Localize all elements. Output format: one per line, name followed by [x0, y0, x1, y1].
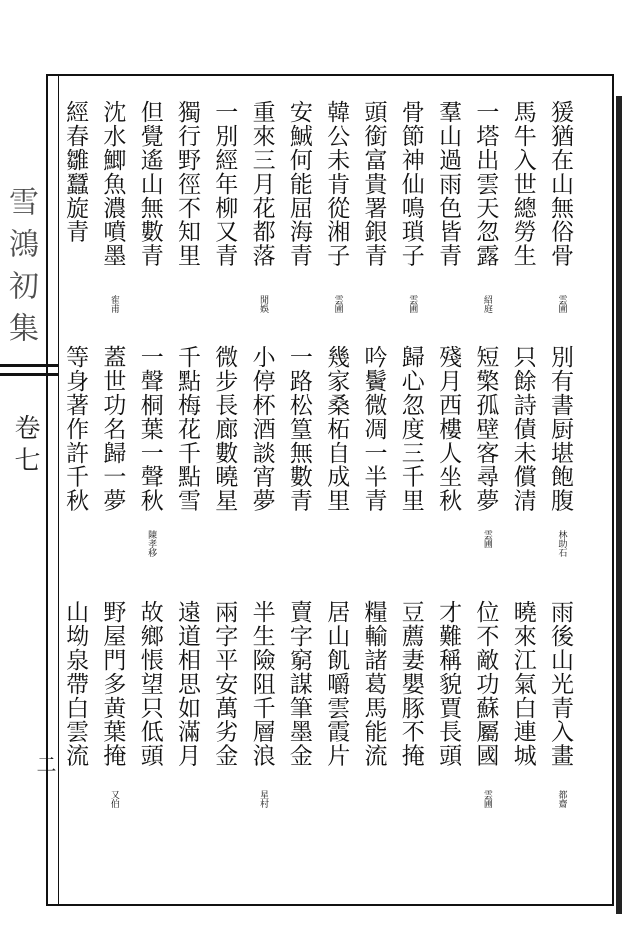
- lower-couplet-line: 才難稱貌賈長頭: [435, 600, 462, 768]
- upper-couplet-line: 一塔出雲天忽露: [472, 100, 499, 268]
- lower-couplet-line: 雨後山光青入畫: [547, 600, 573, 768]
- lower-couplet-line: 糧輸諸葛馬能流: [360, 600, 387, 768]
- middle-couplet-line: 別有書厨堪飽腹: [547, 345, 573, 513]
- lower-couplet-line: 山坳泉帶白雲流: [62, 600, 89, 768]
- upper-author-note: 閒娛: [258, 295, 269, 313]
- lower-author-note: 又伯: [108, 790, 119, 808]
- upper-couplet-line: 獨行野徑不知里: [174, 100, 200, 268]
- middle-couplet-line: 一路松篁無數青: [285, 345, 312, 513]
- lower-couplet-line: 位不敵功蘇屬國: [472, 600, 499, 768]
- middle-couplet-line: 等身著作許千秋: [62, 345, 89, 513]
- lower-couplet-line: 野屋門多黄葉掩: [99, 600, 126, 768]
- upper-author-note: 雲圃: [332, 295, 343, 313]
- upper-author-note: 紹庭: [481, 295, 492, 313]
- middle-couplet-line: 幾家桑柘自成里: [323, 345, 350, 513]
- lower-couplet-line: 賣字窮謀筆墨金: [285, 600, 312, 768]
- middle-couplet-line: 吟鬢微凋一半青: [360, 345, 387, 513]
- upper-couplet-line: 安鯎何能屈海青: [285, 100, 312, 268]
- middle-author-note: 陳孝移: [146, 530, 157, 557]
- upper-couplet-line: 經春雛蠶旋青: [62, 100, 89, 244]
- middle-author-note: 雲圃: [481, 530, 492, 548]
- middle-couplet-line: 微步長廊數曉星: [211, 345, 238, 513]
- lower-couplet-line: 故鄉悵望只低頭: [136, 600, 163, 768]
- lower-author-note: 雲圃: [481, 790, 492, 808]
- upper-couplet-line: 但覺遙山無數青: [136, 100, 163, 268]
- upper-author-note: 雲圃: [407, 295, 418, 313]
- upper-author-note: 隺甫: [108, 295, 119, 313]
- middle-couplet-line: 千點梅花千點雪: [174, 345, 200, 513]
- middle-couplet-line: 殘月西樓人坐秋: [435, 345, 462, 513]
- folio-number: 二: [33, 754, 57, 774]
- volume-label: 卷七: [10, 414, 40, 478]
- upper-couplet-line: 馬牛入世總勞生: [509, 100, 536, 268]
- lower-couplet-line: 豆薦妻嬰豚不掩: [397, 600, 424, 768]
- middle-couplet-line: 歸心忽度三千里: [397, 345, 424, 513]
- book-title: 雪鴻初集: [3, 186, 38, 354]
- middle-couplet-line: 蓋世功名歸一夢: [99, 345, 126, 513]
- middle-couplet-line: 只餘詩債未償清: [509, 345, 536, 513]
- upper-author-note: 雲圃: [556, 295, 567, 313]
- upper-couplet-line: 頭銜富貴署銀青: [360, 100, 387, 268]
- upper-couplet-line: 骨節神仙鳴瑣子: [397, 100, 424, 268]
- lower-author-note: 都齋: [556, 790, 567, 808]
- upper-couplet-line: 一別經年柳又青: [211, 100, 238, 268]
- middle-couplet-line: 短檠孤壁客尋夢: [472, 345, 499, 513]
- lower-couplet-line: 遠道相思如滿月: [174, 600, 200, 768]
- lower-couplet-line: 兩字平安萬劣金: [211, 600, 238, 768]
- middle-couplet-line: 一聲桐葉一聲秋: [136, 345, 163, 513]
- upper-couplet-line: 猨猶在山無俗骨: [547, 100, 573, 268]
- upper-couplet-line: 沈水鯽魚濃噴墨: [99, 100, 126, 268]
- lower-couplet-line: 半生險阻千層浪: [248, 600, 275, 768]
- lower-couplet-line: 居山飢嚼雲霞片: [323, 600, 350, 768]
- lower-author-note: 星村: [258, 790, 269, 808]
- upper-couplet-line: 羣山過雨色皆青: [435, 100, 462, 268]
- middle-author-note: 林助石: [556, 530, 567, 557]
- lower-couplet-line: 曉來江氣白連城: [509, 600, 536, 768]
- upper-couplet-line: 重來三月花都落: [248, 100, 275, 268]
- upper-couplet-line: 韓公未肯從湘子: [323, 100, 350, 268]
- middle-couplet-line: 小停杯酒談宵夢: [248, 345, 275, 513]
